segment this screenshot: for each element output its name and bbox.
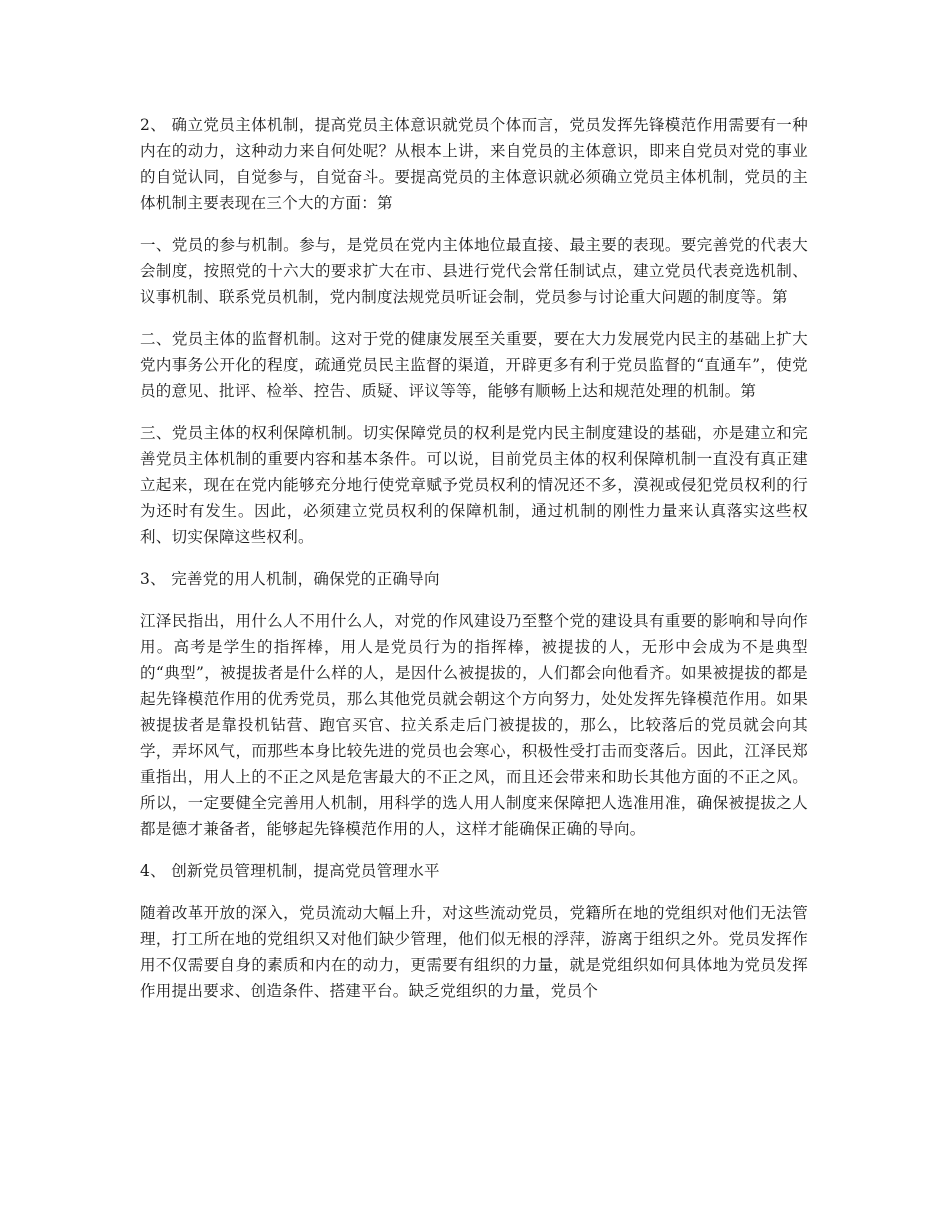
paragraph-supervision-mechanism: 二、党员主体的监督机制。这对于党的健康发展至关重要，要在大力发展党内民主的基础上扩大党内事务公开化的程度，疏通党员民主监督的渠道，开辟更多有利于党员监督的“直通车”，使党员的意见、批评、检举、控告、质疑、评议等等，能够有顺畅上达和规范处理的机制。第 <box>140 330 808 400</box>
document-page <box>140 112 808 1020</box>
paragraph-participation-mechanism: 一、党员的参与机制。参与，是党员在党内主体地位最直接、最主要的表现。要完善党的代表大会制度，按照党的十六大的要求扩大在市、县进行党代会常任制试点，建立党员代表竞选机制、议事机制、联系党员机制，党内制度法规党员听证会制，党员参与讨论重大问题的制度等。第 <box>140 236 808 306</box>
paragraph-member-management: 随着改革开放的深入，党员流动大幅上升，对这些流动党员，党籍所在地的党组织对他们无法管理，打工所在地的党组织又对他们缺少管理，他们似无根的浮萍，游离于组织之外。党员发挥作用不仅需要自身的素质和内在的动力，更需要有组织的力量，就是党组织如何具体地为党员发挥作用提出要求、创造条件、搭建平台。缺乏党组织的力量，党员个 <box>140 904 808 1000</box>
heading-section-4: 4、 创新党员管理机制，提高党员管理水平 <box>140 862 440 880</box>
paragraph-section-2: 2、 确立党员主体机制，提高党员主体意识就党员个体而言，党员发挥先锋模范作用需要有一种内在的动力，这种动力来自何处呢？从根本上讲，来自党员的主体意识，即来自党员对党的事业的自觉认同，自觉参与，自觉奋斗。要提高党员的主体意识就必须确立党员主体机制，党员的主体机制主要表现在三个大的方面：第 <box>140 116 808 212</box>
paragraph-personnel-mechanism: 江泽民指出，用什么人不用什么人，对党的作风建设乃至整个党的建设具有重要的影响和导向作用。高考是学生的指挥棒，用人是党员行为的指挥棒，被提拔的人，无形中会成为不是典型的“典型”，被提拔者是什么样的人，是因什么被提拔的，人们都会向他看齐。如果被提拔的都是起先锋模范作用的优秀党员，那么其他党员就会朝这个方向努力，处处发挥先锋模范作用。如果被提拔者是靠投机钻营、跑官买官、拉关系走后门被提拔的，那么，比较落后的党员就会向其学，弄坏风气，而那些本身比较先进的党员也会寒心，积极性受打击而变落后。因此，江泽民郑重指出，用人上的不正之风是危害最大的不正之风，而且还会带来和助长其他方面的不正之风。所以，一定要健全完善用人机制，用科学的选人用人制度来保障把人选准用准，确保被提拔之人都是德才兼备者，能够起先锋模范作用的人，这样才能确保正确的导向。 <box>140 612 808 838</box>
heading-section-3: 3、 完善党的用人机制，确保党的正确导向 <box>140 570 440 588</box>
paragraph-rights-protection-mechanism: 三、党员主体的权利保障机制。切实保障党员的权利是党内民主制度建设的基础，亦是建立和完善党员主体机制的重要内容和基本条件。可以说，目前党员主体的权利保障机制一直没有真正建立起来，现在在党内能够充分地行使党章赋予党员权利的情况还不多，漠视或侵犯党员权利的行为还时有发生。因此，必须建立党员权利的保障机制，通过机制的刚性力量来认真落实这些权利、切实保障这些权利。 <box>140 424 808 546</box>
